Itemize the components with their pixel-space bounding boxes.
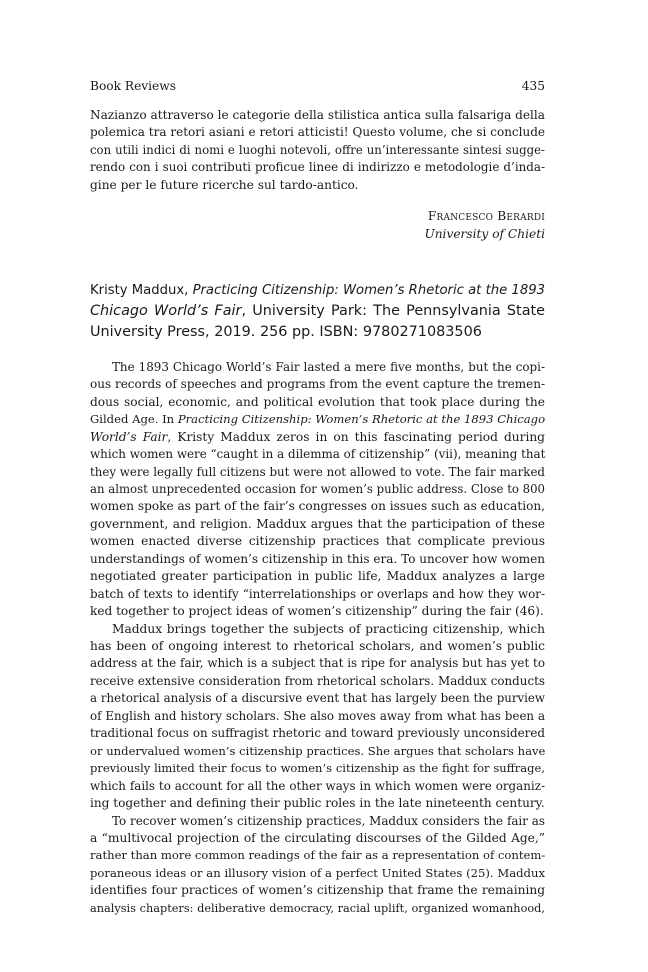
text-line: polemica tra retori asiani e retori atticisti! Questo volume, che si conclude (90, 125, 545, 140)
previous-review-paragraph (90, 107, 545, 194)
text-line: of English and history scholars. She also moves away from what has been a (90, 708, 545, 723)
page-number: 435 (521, 79, 545, 93)
text-line: Nazianzo attraverso le categorie della stilistica antica sulla falsariga della (90, 108, 545, 122)
text-line: ked together to project ideas of women’s citizenship” during the fair (46). (90, 604, 544, 619)
reviewer-signature (90, 208, 545, 243)
text-line: a “multivocal projection of the circulating discourses of the Gilded Age,” (90, 831, 545, 846)
text-line: women spoke as part of the fair’s congresses on issues such as education, (90, 499, 545, 514)
review-body (90, 359, 545, 918)
text-line: To recover women’s citizenship practices, Maddux considers the fair as (112, 813, 545, 828)
text-line: government, and religion. Maddux argues that the participation of these (90, 516, 545, 531)
text-line: ous records of speeches and programs from the event capture the tremen- (90, 377, 545, 392)
text-line: or undervalued women’s citizenship practices. She argues that scholars have (90, 743, 546, 758)
text-line (90, 411, 545, 428)
text-line: gine per le future ricerche sul tardo-antico. (90, 177, 359, 192)
text-line: identifies four practices of women’s citizenship that frame the remaining (90, 883, 545, 898)
text-line: previously limited their focus to women’s citizenship as the fight for suffrage, (90, 761, 545, 776)
text-line: Maddux brings together the subjects of practicing citizenship, which (112, 621, 545, 636)
heading-line (90, 281, 545, 301)
body-paragraph-1 (90, 359, 545, 621)
book-title-cont: Chicago World’s Fair (90, 303, 242, 320)
text-line: ing together and defining their public roles in the late nineteenth century. (90, 796, 545, 811)
text-line (90, 429, 545, 446)
text-line: which fails to account for all the other ways in which women were organiz- (90, 778, 545, 793)
running-header (90, 78, 545, 94)
review-heading (90, 281, 545, 342)
body-paragraph-3 (90, 813, 545, 918)
body-paragraph-2 (90, 621, 545, 813)
text-segment: , Kristy Maddux zeros in on this fascinating period during (167, 429, 545, 444)
journal-page (90, 78, 545, 917)
text-line: batch of texts to identify “interrelationships or overlaps and how they wor- (90, 586, 545, 601)
text-line: analysis chapters: deliberative democracy, racial uplift, organized womanhood, (90, 901, 545, 915)
text-line: understandings of women’s citizenship in this era. To uncover how women (90, 551, 545, 566)
text-line: traditional focus on suffragist rhetoric and toward previously unconsidered (90, 726, 545, 741)
text-line: rather than more common readings of the fair as a representation of contem- (90, 848, 546, 863)
italic-title: World’s Fair (90, 429, 168, 444)
heading-line: University Press, 2019. 256 pp. ISBN: 9780271083506 (90, 323, 482, 340)
text-line: negotiated greater participation in public life, Maddux analyzes a large (90, 569, 545, 584)
text-line: an almost unprecedented occasion for women’s public address. Close to 800 (90, 481, 545, 496)
italic-title: Practicing Citizenship: Women’s Rhetoric at the 1893 Chicago (177, 412, 546, 427)
text-line: they were legally full citizens but were not allowed to vote. The fair marked (90, 464, 545, 479)
text-line: rendo con i suoi contributi proficue linee di indirizzo e metodologie d’inda- (90, 160, 545, 175)
text-line: women enacted diverse citizenship practices that complicate previous (90, 534, 545, 549)
reviewer-affiliation: University of Chieti (424, 226, 545, 241)
text-line: receive extensive consideration from rhetorical scholars. Maddux conducts (90, 673, 545, 688)
reviewer-name: Francesco Berardi (427, 209, 545, 224)
text-line: poraneous ideas or an illusory vision of a perfect United States (25). Maddux (90, 865, 545, 880)
running-title: Book Reviews (90, 79, 176, 93)
book-publisher: , University Park: The Pennsylvania State (241, 303, 546, 320)
text-line: which women were “caught in a dilemma of citizenship” (vii), meaning that (90, 447, 546, 462)
book-title: Practicing Citizenship: Women’s Rhetoric at the 1893 (192, 283, 545, 299)
text-segment: Gilded Age. In (90, 412, 178, 427)
book-author: Kristy Maddux, (90, 283, 193, 299)
text-line: a rhetorical analysis of a discursive event that has largely been the purview (90, 691, 545, 706)
text-line: The 1893 Chicago World’s Fair lasted a mere five months, but the copi- (112, 359, 545, 374)
text-line: has been of ongoing interest to rhetorical scholars, and women’s public (90, 639, 545, 654)
text-line: address at the fair, which is a subject that is ripe for analysis but has yet to (90, 656, 545, 671)
text-line: dous social, economic, and political evolution that took place during the (90, 394, 545, 409)
heading-line (90, 301, 545, 321)
text-line: con utili indici di nomi e luoghi notevoli, offre un’interessante sintesi sugge- (90, 142, 545, 157)
